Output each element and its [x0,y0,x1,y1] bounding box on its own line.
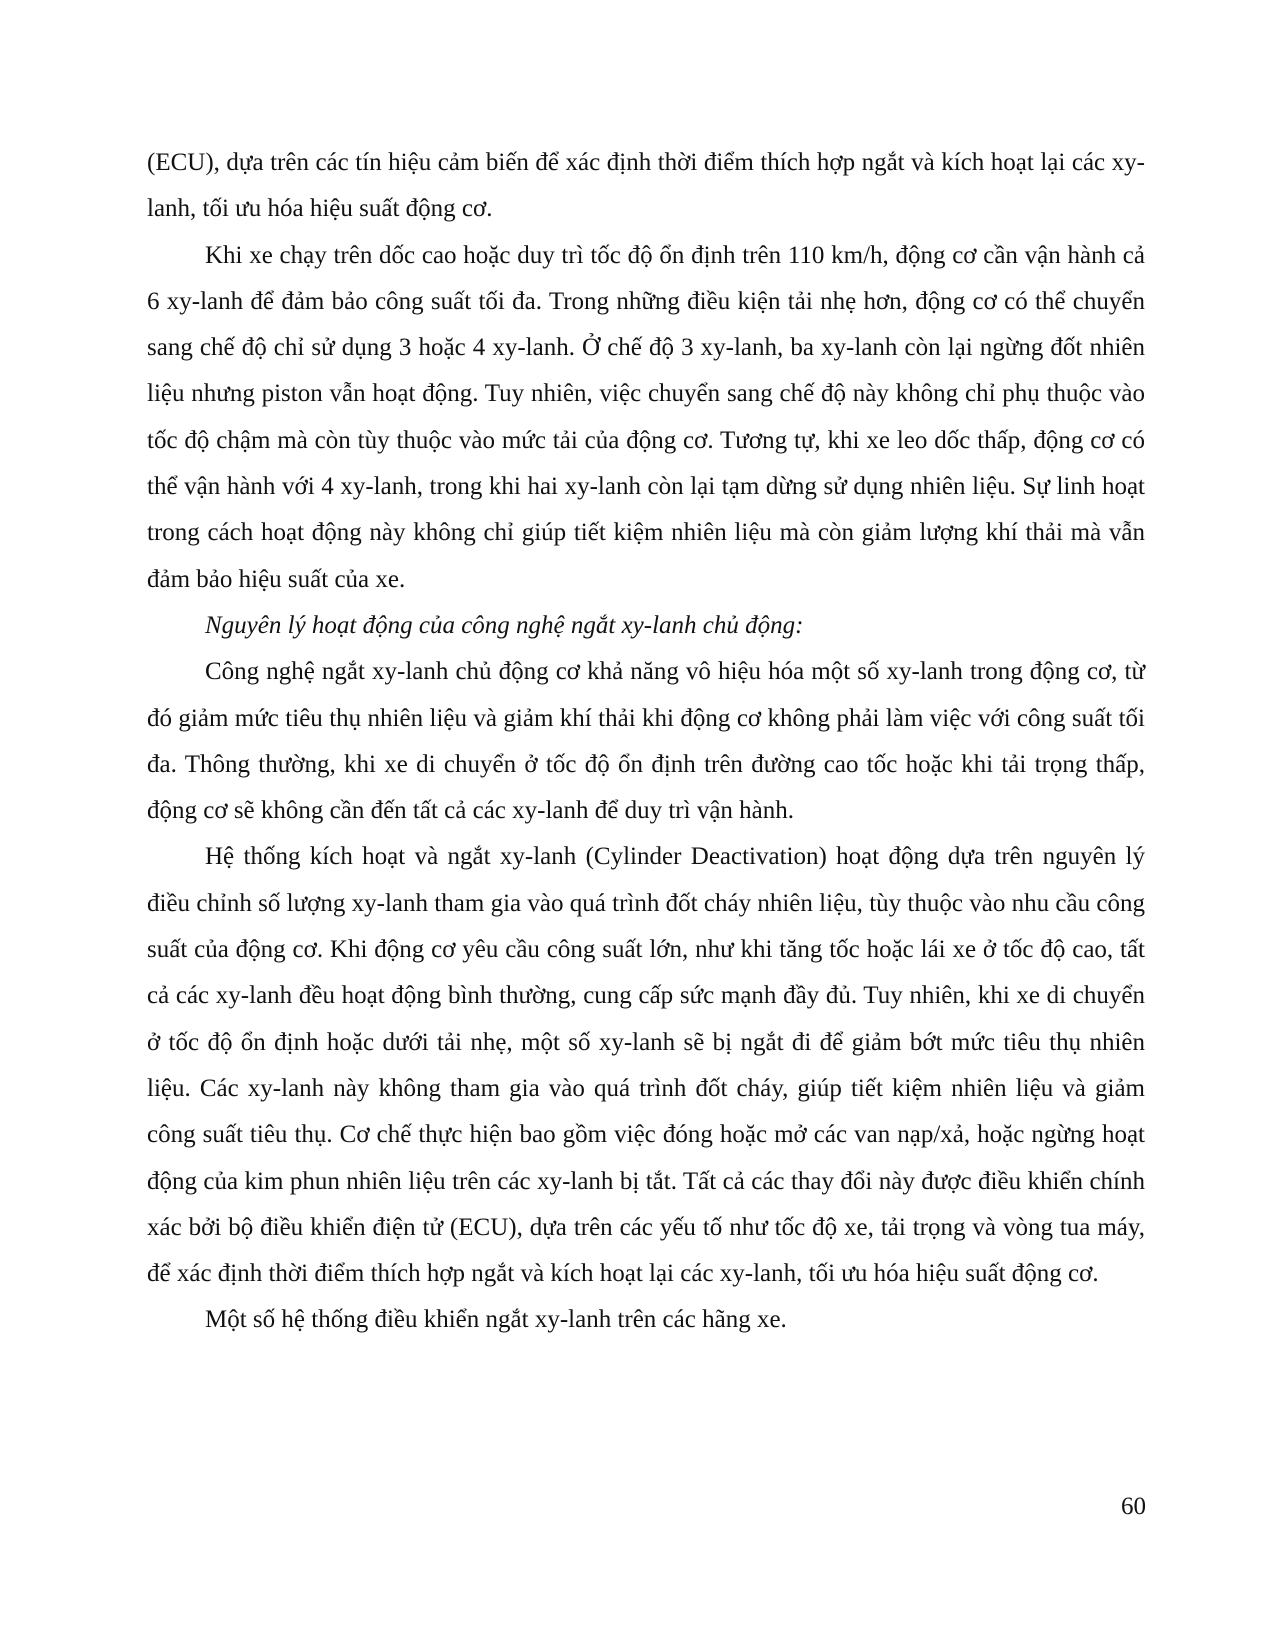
paragraph-continuation: (ECU), dựa trên các tín hiệu cảm biến để xác định thời điểm thích hợp ngắt và kích hoạt lại các xy-lanh, tối ưu hóa hiệu suất động cơ. [147,149,1145,223]
section-heading-principle: Nguyên lý hoạt động của công nghệ ngắt xy-lanh chủ động: [205,611,804,639]
paragraph-system-operation: Hệ thống kích hoạt và ngắt xy-lanh (Cylinder Deactivation) hoạt động dựa trên nguyên lý điều chỉnh số lượng xy-lanh tham gia vào quá trình đốt cháy nhiên liệu, tùy thuộc vào nhu cầu công suất của động cơ. Khi động cơ yêu cầu công suất lớn, như khi tăng tốc hoặc lái xe ở tốc độ cao, tất cả các xy-lanh đều hoạt động bình thường, cung cấp sức mạnh đầy đủ. Tuy nhiên, khi xe di chuyển ở tốc độ ổn định hoặc dưới tải nhẹ, một số xy-lanh sẽ bị ngắt đi để giảm bớt mức tiêu thụ nhiên liệu. Các xy-lanh này không tham gia vào quá trình đốt cháy, giúp tiết kiệm nhiên liệu và giảm công suất tiêu thụ. Cơ chế thực hiện bao gồm việc đóng hoặc mở các van nạp/xả, hoặc ngừng hoạt động của kim phun nhiên liệu trên các xy-lanh bị tắt. Tất cả các thay đổi này được điều khiển chính xác bởi bộ điều khiển điện tử (ECU), dựa trên các yếu tố như tốc độ xe, tải trọng và vòng tua máy, để xác định thời điểm thích hợp ngắt và kích hoạt lại các xy-lanh, tối ưu hóa hiệu suất động cơ. [147,843,1145,1288]
paragraph-manufacturer-systems: Một số hệ thống điều khiển ngắt xy-lanh trên các hãng xe. [205,1306,787,1334]
paragraph-technology-overview: Công nghệ ngắt xy-lanh chủ động cơ khả năng vô hiệu hóa một số xy-lanh trong động cơ, từ đó giảm mức tiêu thụ nhiên liệu và giảm khí thải khi động cơ không phải làm việc với công suất tối đa. Thông thường, khi xe di chuyển ở tốc độ ổn định trên đường cao tốc hoặc khi tải trọng thấp, động cơ sẽ không cần đến tất cả các xy-lanh để duy trì vận hành. [147,658,1145,825]
page-body [147,140,1145,1344]
paragraph-cylinder-modes: Khi xe chạy trên dốc cao hoặc duy trì tốc độ ổn định trên 110 km/h, động cơ cần vận hành cả 6 xy-lanh để đảm bảo công suất tối đa. Trong những điều kiện tải nhẹ hơn, động cơ có thể chuyển sang chế độ chỉ sử dụng 3 hoặc 4 xy-lanh. Ở chế độ 3 xy-lanh, ba xy-lanh còn lại ngừng đốt nhiên liệu nhưng piston vẫn hoạt động. Tuy nhiên, việc chuyển sang chế độ này không chỉ phụ thuộc vào tốc độ chậm mà còn tùy thuộc vào mức tải của động cơ. Tương tự, khi xe leo dốc thấp, động cơ có thể vận hành với 4 xy-lanh, trong khi hai xy-lanh còn lại tạm dừng sử dụng nhiên liệu. Sự linh hoạt trong cách hoạt động này không chỉ giúp tiết kiệm nhiên liệu mà còn giảm lượng khí thải mà vẫn đảm bảo hiệu suất của xe. [147,241,1145,593]
page-number: 60 [1121,1493,1146,1520]
